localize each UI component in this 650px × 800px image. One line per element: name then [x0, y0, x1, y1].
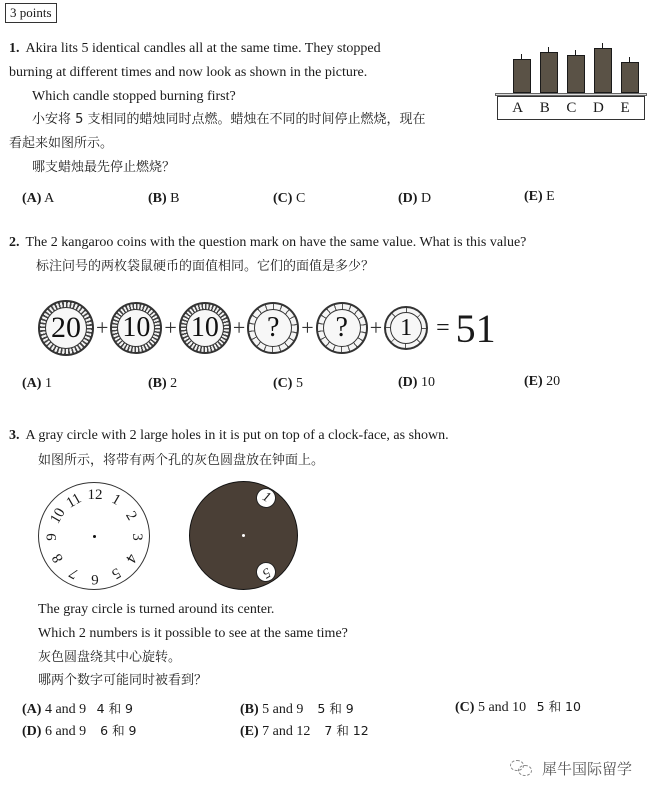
q2-option-a[interactable]: (A) 1: [22, 376, 52, 391]
candle-label: D: [593, 99, 604, 116]
watermark: [510, 758, 632, 779]
candle-c: [567, 55, 585, 93]
coin-1: 1: [384, 306, 428, 350]
clock-face: 12 1 2 3 4 5 6 7 8 9 10 11: [38, 482, 150, 590]
wechat-icon: [510, 760, 534, 778]
plus-sign: +: [301, 315, 314, 340]
candle-label: C: [566, 99, 577, 116]
q3-option-e[interactable]: (E) 7 and 12 7 和 12: [240, 723, 369, 739]
candles-figure: [497, 45, 645, 120]
disk-center: [242, 534, 245, 537]
wick-icon: [548, 47, 550, 53]
q1-option-d[interactable]: (D) D: [398, 191, 432, 206]
q1-option-c[interactable]: (C) C: [273, 191, 306, 206]
q3-option-a[interactable]: (A) 4 and 9 4 和 9: [22, 701, 134, 717]
candle-label: E: [620, 99, 630, 116]
question-number: 1.: [9, 41, 20, 56]
candle-b: [540, 52, 558, 93]
q3-line-2: The gray circle is turned around its center.: [38, 602, 275, 617]
question-number: 3.: [9, 428, 20, 443]
q3-line-3: Which 2 numbers is it possible to see at the same time?: [38, 626, 348, 641]
watermark-text: 犀牛国际留学: [542, 760, 633, 778]
coin-unknown: ?: [316, 302, 368, 354]
q2-option-e[interactable]: (E) 20: [524, 374, 561, 389]
candle-labels: [497, 96, 645, 120]
q3-cn-line-3: 哪两个数字可能同时被看到？: [38, 673, 208, 688]
disk-hole-5: 5: [252, 558, 279, 585]
q2-line-1: 2. The 2 kangaroo coins with the question mark on have the same value. What is this value?: [9, 235, 527, 250]
equals-sign: =: [436, 314, 450, 341]
plus-sign: +: [164, 315, 177, 340]
coin-unknown: ?: [247, 302, 299, 354]
wick-icon: [521, 54, 523, 60]
q1-line-3: Which candle stopped burning first?: [32, 89, 236, 104]
candle-a: [513, 59, 531, 93]
clock-center: [93, 535, 96, 538]
q3-cn-line-2: 灰色圆盘绕其中心旋转。: [38, 650, 182, 665]
q3-option-b[interactable]: (B) 5 and 9 5 和 9: [240, 701, 354, 717]
question-number: 2.: [9, 235, 20, 250]
candle-d: [594, 48, 612, 93]
candle-label: A: [512, 99, 524, 116]
q2-option-d[interactable]: (D) 10: [398, 375, 435, 390]
q1-line-1: 1. Akira lits 5 identical candles all at the same time. They stopped: [9, 41, 381, 56]
coin-10: 10: [179, 302, 231, 354]
points-header: 3 points: [5, 3, 57, 23]
q1-option-a[interactable]: (A) A: [22, 191, 55, 206]
q1-option-e[interactable]: (E) E: [524, 189, 555, 204]
q1-cn-line-3: 哪支蜡烛最先停止燃烧？: [32, 160, 176, 175]
candle-e: [621, 62, 639, 93]
q3-cn-line: 如图所示，将带有两个孔的灰色圆盘放在钟面上。: [38, 453, 325, 468]
coin-10: 10: [110, 302, 162, 354]
q3-option-d[interactable]: (D) 6 and 9 6 和 9: [22, 723, 137, 739]
q1-cn-line-1: 小安将 5 支相同的蜡烛同时点燃。蜡烛在不同的时间停止燃烧，现在: [32, 112, 426, 127]
q3-option-c[interactable]: (C) 5 and 10 5 和 10: [455, 699, 581, 715]
wick-icon: [575, 50, 577, 56]
candle-label: B: [539, 99, 550, 116]
q2-option-b[interactable]: (B) 2: [148, 376, 178, 391]
gray-disk: [189, 481, 298, 590]
q2-cn-line: 标注问号的两枚袋鼠硬币的面值相同。它们的面值是多少？: [36, 259, 375, 274]
q1-line-2: burning at different times and now look as shown in the picture.: [9, 65, 368, 80]
coin-equation: [38, 298, 496, 358]
equation-result: 51: [455, 305, 496, 351]
q1-cn-line-2: 看起来如图所示。: [9, 136, 114, 151]
coin-20: 20: [38, 300, 94, 356]
disk-hole-1: 1: [252, 484, 279, 511]
q3-line-1: 3. A gray circle with 2 large holes in it is put on top of a clock-face, as shown.: [9, 428, 449, 443]
q2-option-c[interactable]: (C) 5: [273, 376, 303, 391]
wick-icon: [602, 43, 604, 49]
plus-sign: +: [232, 315, 246, 340]
plus-sign: +: [369, 315, 383, 340]
wick-icon: [629, 57, 631, 63]
q1-option-b[interactable]: (B) B: [148, 191, 180, 206]
plus-sign: +: [96, 315, 109, 340]
